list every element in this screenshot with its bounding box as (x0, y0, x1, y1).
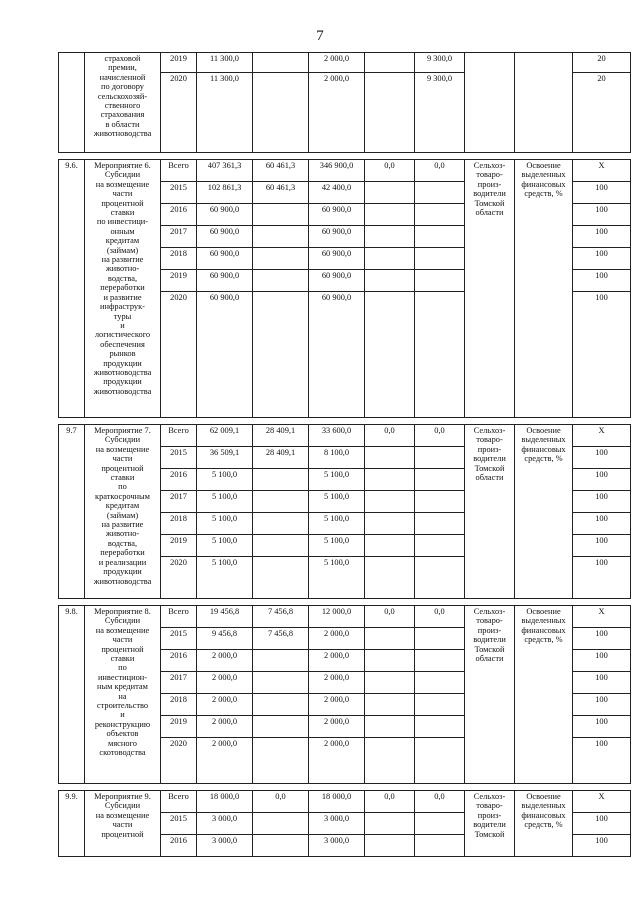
local-cell (365, 672, 415, 694)
local-cell: 0,0 (365, 425, 415, 447)
year-cell: Всего (161, 160, 197, 182)
row-gap (59, 784, 631, 791)
local-cell (365, 248, 415, 270)
indicator-value-cell: 100 (573, 226, 631, 248)
table-row (59, 425, 631, 447)
other-cell (415, 248, 465, 270)
regional-cell: 2 000,0 (309, 672, 365, 694)
local-cell (365, 535, 415, 557)
year-cell: 2016 (161, 650, 197, 672)
total-cell: 18 000,0 (197, 791, 253, 813)
other-cell (415, 292, 465, 418)
local-cell (365, 73, 415, 153)
regional-cell: 2 000,0 (309, 628, 365, 650)
gap-cell (59, 418, 631, 425)
total-cell: 19 456,8 (197, 606, 253, 628)
regional-cell: 33 600,0 (309, 425, 365, 447)
federal-cell: 28 409,1 (253, 447, 309, 469)
indicator-value-cell: 100 (573, 270, 631, 292)
year-cell: 2020 (161, 73, 197, 153)
indicator-value-cell: 100 (573, 628, 631, 650)
row-gap (59, 599, 631, 606)
other-cell (415, 226, 465, 248)
year-cell: Всего (161, 606, 197, 628)
measure-name-cell: Мероприятие 7. Субсидии на возмещение части процентной ставки по краткосрочным кредитам (займам) на развитие животно- водства, переработки и реализации продукции животноводства (85, 425, 161, 599)
local-cell (365, 716, 415, 738)
other-cell: 0,0 (415, 791, 465, 813)
other-cell (415, 491, 465, 513)
regional-cell: 5 100,0 (309, 491, 365, 513)
federal-cell: 60 461,3 (253, 182, 309, 204)
year-cell: 2018 (161, 248, 197, 270)
year-cell: 2016 (161, 835, 197, 857)
other-cell (415, 628, 465, 650)
year-cell: Всего (161, 425, 197, 447)
federal-cell (253, 513, 309, 535)
federal-cell (253, 226, 309, 248)
year-cell: 2015 (161, 628, 197, 650)
local-cell (365, 182, 415, 204)
indicator-value-cell: 100 (573, 738, 631, 784)
federal-cell (253, 248, 309, 270)
federal-cell (253, 694, 309, 716)
total-cell: 5 100,0 (197, 513, 253, 535)
total-cell: 5 100,0 (197, 535, 253, 557)
other-cell (415, 270, 465, 292)
federal-cell: 60 461,3 (253, 160, 309, 182)
federal-cell (253, 204, 309, 226)
other-cell (415, 535, 465, 557)
local-cell (365, 813, 415, 835)
indicator-value-cell: 100 (573, 513, 631, 535)
regional-cell: 42 400,0 (309, 182, 365, 204)
year-cell: 2020 (161, 292, 197, 418)
indicator-value-cell: X (573, 791, 631, 813)
federal-cell (253, 53, 309, 73)
executor-cell: Сельхоз- товаро- произ- водители Томской области (465, 425, 515, 599)
row-gap (59, 418, 631, 425)
regional-cell: 2 000,0 (309, 716, 365, 738)
regional-cell: 2 000,0 (309, 738, 365, 784)
measure-name-cell: Мероприятие 8. Субсидии на возмещение части процентной ставки по инвестицион- ным кредитам на строительство и реконструкцию объектов мясного скотоводства (85, 606, 161, 784)
measure-number-cell (59, 53, 85, 153)
regional-cell: 3 000,0 (309, 813, 365, 835)
other-cell: 0,0 (415, 425, 465, 447)
table-row (59, 606, 631, 628)
year-cell: 2019 (161, 716, 197, 738)
other-cell (415, 813, 465, 835)
year-cell: 2018 (161, 513, 197, 535)
other-cell: 0,0 (415, 160, 465, 182)
federal-cell (253, 73, 309, 153)
total-cell: 11 300,0 (197, 53, 253, 73)
indicator-value-cell: 100 (573, 447, 631, 469)
local-cell (365, 628, 415, 650)
federal-cell: 7 456,8 (253, 628, 309, 650)
federal-cell (253, 557, 309, 599)
regional-cell: 3 000,0 (309, 835, 365, 857)
total-cell: 60 900,0 (197, 248, 253, 270)
year-cell: 2015 (161, 813, 197, 835)
measure-number-cell: 9.7 (59, 425, 85, 599)
federal-cell (253, 650, 309, 672)
measure-name-cell: Мероприятие 6. Субсидии на возмещение части процентной ставки по инвестици- онным кредитам (займам) на развитие животно- водства, переработки и развитие инфраструк- туры и логистического обеспечения рынков продукции животноводства продукции животноводства (85, 160, 161, 418)
other-cell (415, 469, 465, 491)
total-cell: 9 456,8 (197, 628, 253, 650)
regional-cell: 2 000,0 (309, 53, 365, 73)
measure-number-cell: 9.8. (59, 606, 85, 784)
measure-number-cell: 9.6. (59, 160, 85, 418)
local-cell (365, 738, 415, 784)
total-cell: 5 100,0 (197, 469, 253, 491)
indicator-value-cell: 100 (573, 557, 631, 599)
federal-cell: 28 409,1 (253, 425, 309, 447)
year-cell: 2020 (161, 557, 197, 599)
local-cell (365, 270, 415, 292)
year-cell: 2017 (161, 672, 197, 694)
federal-cell (253, 292, 309, 418)
total-cell: 62 009,1 (197, 425, 253, 447)
indicator-cell: Освоение выделенных финансовых средств, % (515, 425, 573, 599)
year-cell: 2019 (161, 270, 197, 292)
regional-cell: 60 900,0 (309, 226, 365, 248)
indicator-value-cell: X (573, 425, 631, 447)
measure-name-cell: Мероприятие 9. Субсидии на возмещение части процентной (85, 791, 161, 857)
year-cell: 2018 (161, 694, 197, 716)
year-cell: 2017 (161, 491, 197, 513)
executor-cell (465, 53, 515, 153)
federal-cell (253, 469, 309, 491)
federal-cell: 0,0 (253, 791, 309, 813)
regional-cell: 12 000,0 (309, 606, 365, 628)
regional-cell: 5 100,0 (309, 557, 365, 599)
indicator-value-cell: 100 (573, 182, 631, 204)
regional-cell: 60 900,0 (309, 248, 365, 270)
total-cell: 11 300,0 (197, 73, 253, 153)
total-cell: 60 900,0 (197, 204, 253, 226)
total-cell: 2 000,0 (197, 716, 253, 738)
indicator-cell: Освоение выделенных финансовых средств, % (515, 791, 573, 857)
year-cell: 2019 (161, 53, 197, 73)
local-cell (365, 469, 415, 491)
indicator-value-cell: 100 (573, 469, 631, 491)
measure-number-cell: 9.9. (59, 791, 85, 857)
other-cell: 9 300,0 (415, 53, 465, 73)
executor-cell: Сельхоз- товаро- произ- водители Томской (465, 791, 515, 857)
year-cell: 2015 (161, 182, 197, 204)
total-cell: 2 000,0 (197, 650, 253, 672)
gap-cell (59, 599, 631, 606)
total-cell: 2 000,0 (197, 694, 253, 716)
local-cell (365, 694, 415, 716)
indicator-value-cell: 100 (573, 292, 631, 418)
federal-cell (253, 716, 309, 738)
program-table (58, 52, 631, 857)
regional-cell: 2 000,0 (309, 650, 365, 672)
other-cell (415, 513, 465, 535)
indicator-cell: Освоение выделенных финансовых средств, % (515, 606, 573, 784)
total-cell: 60 900,0 (197, 226, 253, 248)
indicator-value-cell: 100 (573, 204, 631, 226)
regional-cell: 8 100,0 (309, 447, 365, 469)
federal-cell (253, 270, 309, 292)
year-cell: 2020 (161, 738, 197, 784)
other-cell: 0,0 (415, 606, 465, 628)
other-cell (415, 672, 465, 694)
other-cell (415, 716, 465, 738)
other-cell (415, 204, 465, 226)
total-cell: 2 000,0 (197, 672, 253, 694)
federal-cell: 7 456,8 (253, 606, 309, 628)
other-cell (415, 182, 465, 204)
total-cell: 3 000,0 (197, 813, 253, 835)
local-cell (365, 835, 415, 857)
regional-cell: 60 900,0 (309, 270, 365, 292)
total-cell: 60 900,0 (197, 270, 253, 292)
other-cell (415, 447, 465, 469)
year-cell: 2019 (161, 535, 197, 557)
indicator-value-cell: 100 (573, 535, 631, 557)
executor-cell: Сельхоз- товаро- произ- водители Томской области (465, 606, 515, 784)
measure-name-cell: страховой премии, начисленной по договору сельскохозяй- ственного страхования в области животноводства (85, 53, 161, 153)
federal-cell (253, 813, 309, 835)
indicator-value-cell: X (573, 160, 631, 182)
local-cell (365, 53, 415, 73)
gap-cell (59, 153, 631, 160)
row-gap (59, 153, 631, 160)
executor-cell: Сельхоз- товаро- произ- водители Томской области (465, 160, 515, 418)
federal-cell (253, 672, 309, 694)
regional-cell: 18 000,0 (309, 791, 365, 813)
local-cell (365, 447, 415, 469)
total-cell: 5 100,0 (197, 557, 253, 599)
regional-cell: 5 100,0 (309, 535, 365, 557)
indicator-cell: Освоение выделенных финансовых средств, % (515, 160, 573, 418)
local-cell (365, 491, 415, 513)
year-cell: 2017 (161, 226, 197, 248)
total-cell: 407 361,3 (197, 160, 253, 182)
federal-cell (253, 491, 309, 513)
local-cell: 0,0 (365, 160, 415, 182)
table-row (59, 160, 631, 182)
local-cell (365, 513, 415, 535)
local-cell: 0,0 (365, 606, 415, 628)
other-cell (415, 557, 465, 599)
other-cell: 9 300,0 (415, 73, 465, 153)
indicator-value-cell: 100 (573, 694, 631, 716)
local-cell (365, 226, 415, 248)
table-body (59, 53, 631, 857)
local-cell (365, 650, 415, 672)
federal-cell (253, 738, 309, 784)
indicator-value-cell: 20 (573, 53, 631, 73)
year-cell: 2016 (161, 204, 197, 226)
indicator-value-cell: 100 (573, 491, 631, 513)
other-cell (415, 650, 465, 672)
table-row (59, 53, 631, 73)
indicator-value-cell: 100 (573, 650, 631, 672)
local-cell (365, 292, 415, 418)
total-cell: 36 509,1 (197, 447, 253, 469)
other-cell (415, 694, 465, 716)
table-row (59, 791, 631, 813)
indicator-value-cell: 100 (573, 716, 631, 738)
other-cell (415, 835, 465, 857)
local-cell (365, 557, 415, 599)
year-cell: 2015 (161, 447, 197, 469)
regional-cell: 5 100,0 (309, 469, 365, 491)
regional-cell: 2 000,0 (309, 73, 365, 153)
regional-cell: 5 100,0 (309, 513, 365, 535)
regional-cell: 346 900,0 (309, 160, 365, 182)
indicator-value-cell: 100 (573, 248, 631, 270)
page-number: 7 (316, 28, 324, 44)
indicator-value-cell: 100 (573, 835, 631, 857)
regional-cell: 60 900,0 (309, 204, 365, 226)
indicator-value-cell: 100 (573, 672, 631, 694)
other-cell (415, 738, 465, 784)
gap-cell (59, 784, 631, 791)
local-cell: 0,0 (365, 791, 415, 813)
federal-cell (253, 535, 309, 557)
federal-cell (253, 835, 309, 857)
indicator-value-cell: X (573, 606, 631, 628)
total-cell: 3 000,0 (197, 835, 253, 857)
total-cell: 102 861,3 (197, 182, 253, 204)
year-cell: 2016 (161, 469, 197, 491)
total-cell: 2 000,0 (197, 738, 253, 784)
indicator-value-cell: 20 (573, 73, 631, 153)
indicator-value-cell: 100 (573, 813, 631, 835)
indicator-cell (515, 53, 573, 153)
regional-cell: 60 900,0 (309, 292, 365, 418)
local-cell (365, 204, 415, 226)
year-cell: Всего (161, 791, 197, 813)
total-cell: 5 100,0 (197, 491, 253, 513)
regional-cell: 2 000,0 (309, 694, 365, 716)
total-cell: 60 900,0 (197, 292, 253, 418)
